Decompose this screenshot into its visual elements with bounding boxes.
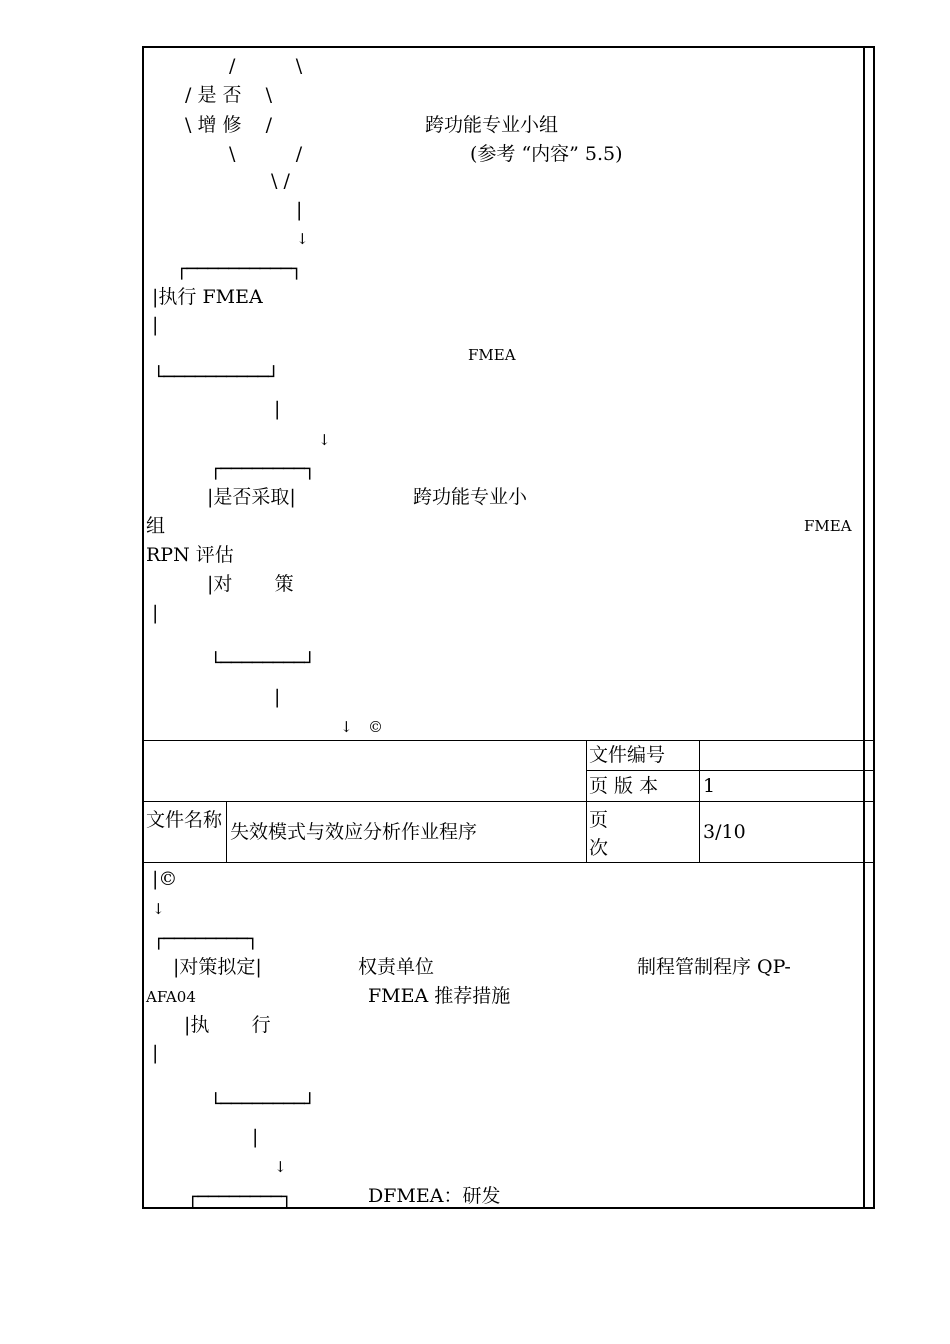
box-plan-label: |对策拟定|	[173, 956, 262, 978]
doc-name-label: 文件名称	[146, 809, 223, 831]
box-decide-top: ┌────────┐	[210, 458, 315, 480]
diamond-line-4: \ /	[229, 143, 303, 165]
table-col-rule-0	[226, 801, 227, 862]
fmea-recommended-actions: FMEA 推荐措施	[368, 985, 511, 1007]
responsible-team-1: 跨功能专业小组	[425, 114, 559, 136]
box-plan-side: |	[152, 1042, 159, 1064]
fmea-right-note: FMEA	[804, 517, 852, 535]
rpn-assessment: RPN 评估	[146, 544, 234, 566]
box-execute-top: ┌──────────┐	[176, 258, 302, 280]
box-decide-side: |	[152, 602, 159, 624]
continuation-mark: ©	[368, 718, 383, 736]
dfmea-note: DFMEA：研发	[368, 1185, 501, 1207]
flow-stem-4: |	[252, 1126, 259, 1148]
continuation-line: |©	[152, 868, 178, 890]
table-rule-1	[586, 770, 875, 771]
page-value: 3/10	[703, 821, 746, 843]
doc-number-label: 文件编号	[589, 744, 666, 766]
flow-stem-2: |	[274, 398, 281, 420]
responsible-team-2b: 组	[146, 515, 166, 537]
table-rule-bottom	[143, 862, 875, 863]
flow-stem-3: |	[274, 686, 281, 708]
box-execute-side: |	[152, 314, 159, 336]
frame-inner-rule	[863, 48, 865, 1207]
box-next-top: ┌────────┐	[187, 1186, 292, 1208]
version-value: 1	[703, 775, 716, 797]
procedure-reference-code: AFA04	[146, 988, 196, 1006]
box-decide-bottom: └────────┘	[210, 652, 315, 674]
table-rule-top	[143, 740, 875, 741]
box-plan-bottom: └────────┘	[210, 1093, 315, 1115]
diamond-question-1: / 是 否 \	[185, 84, 273, 106]
box-execute-label: |执 行	[184, 1014, 271, 1036]
table-col-rule-2	[699, 740, 700, 862]
arrow-down-icon: ↓	[340, 718, 353, 736]
diamond-line-1: / \	[229, 55, 303, 77]
diamond-tip: \ /	[271, 170, 290, 192]
responsible-team-2: 跨功能专业小	[413, 486, 528, 508]
responsible-unit: 权责单位	[358, 956, 435, 978]
table-rule-2	[143, 801, 875, 802]
procedure-reference: 制程管制程序 QP-	[637, 956, 791, 978]
diamond-stem: |	[296, 199, 303, 221]
box-decide-measure: |是否采取|	[207, 486, 296, 508]
box-plan-top: ┌────────┐	[153, 928, 258, 950]
reference-note: (参考 “内容” 5.5)	[470, 143, 623, 165]
fmea-note: FMEA	[468, 346, 516, 364]
arrow-down-icon: ↓	[296, 230, 309, 248]
table-col-rule-1	[586, 740, 587, 862]
doc-name-value: 失效模式与效应分析作业程序	[230, 821, 478, 843]
page-label: 页次	[589, 809, 609, 859]
version-label: 页 版 本	[589, 775, 659, 797]
box-execute-bottom: └──────────┘	[153, 366, 279, 388]
arrow-down-icon: ↓	[274, 1158, 287, 1176]
diamond-question-2: \ 增 修 /	[185, 114, 273, 136]
arrow-down-icon: ↓	[152, 900, 165, 918]
arrow-down-icon: ↓	[318, 431, 331, 449]
box-execute-fmea: |执行 FMEA	[152, 286, 263, 308]
box-decide-label-2: |对 策	[207, 573, 294, 595]
